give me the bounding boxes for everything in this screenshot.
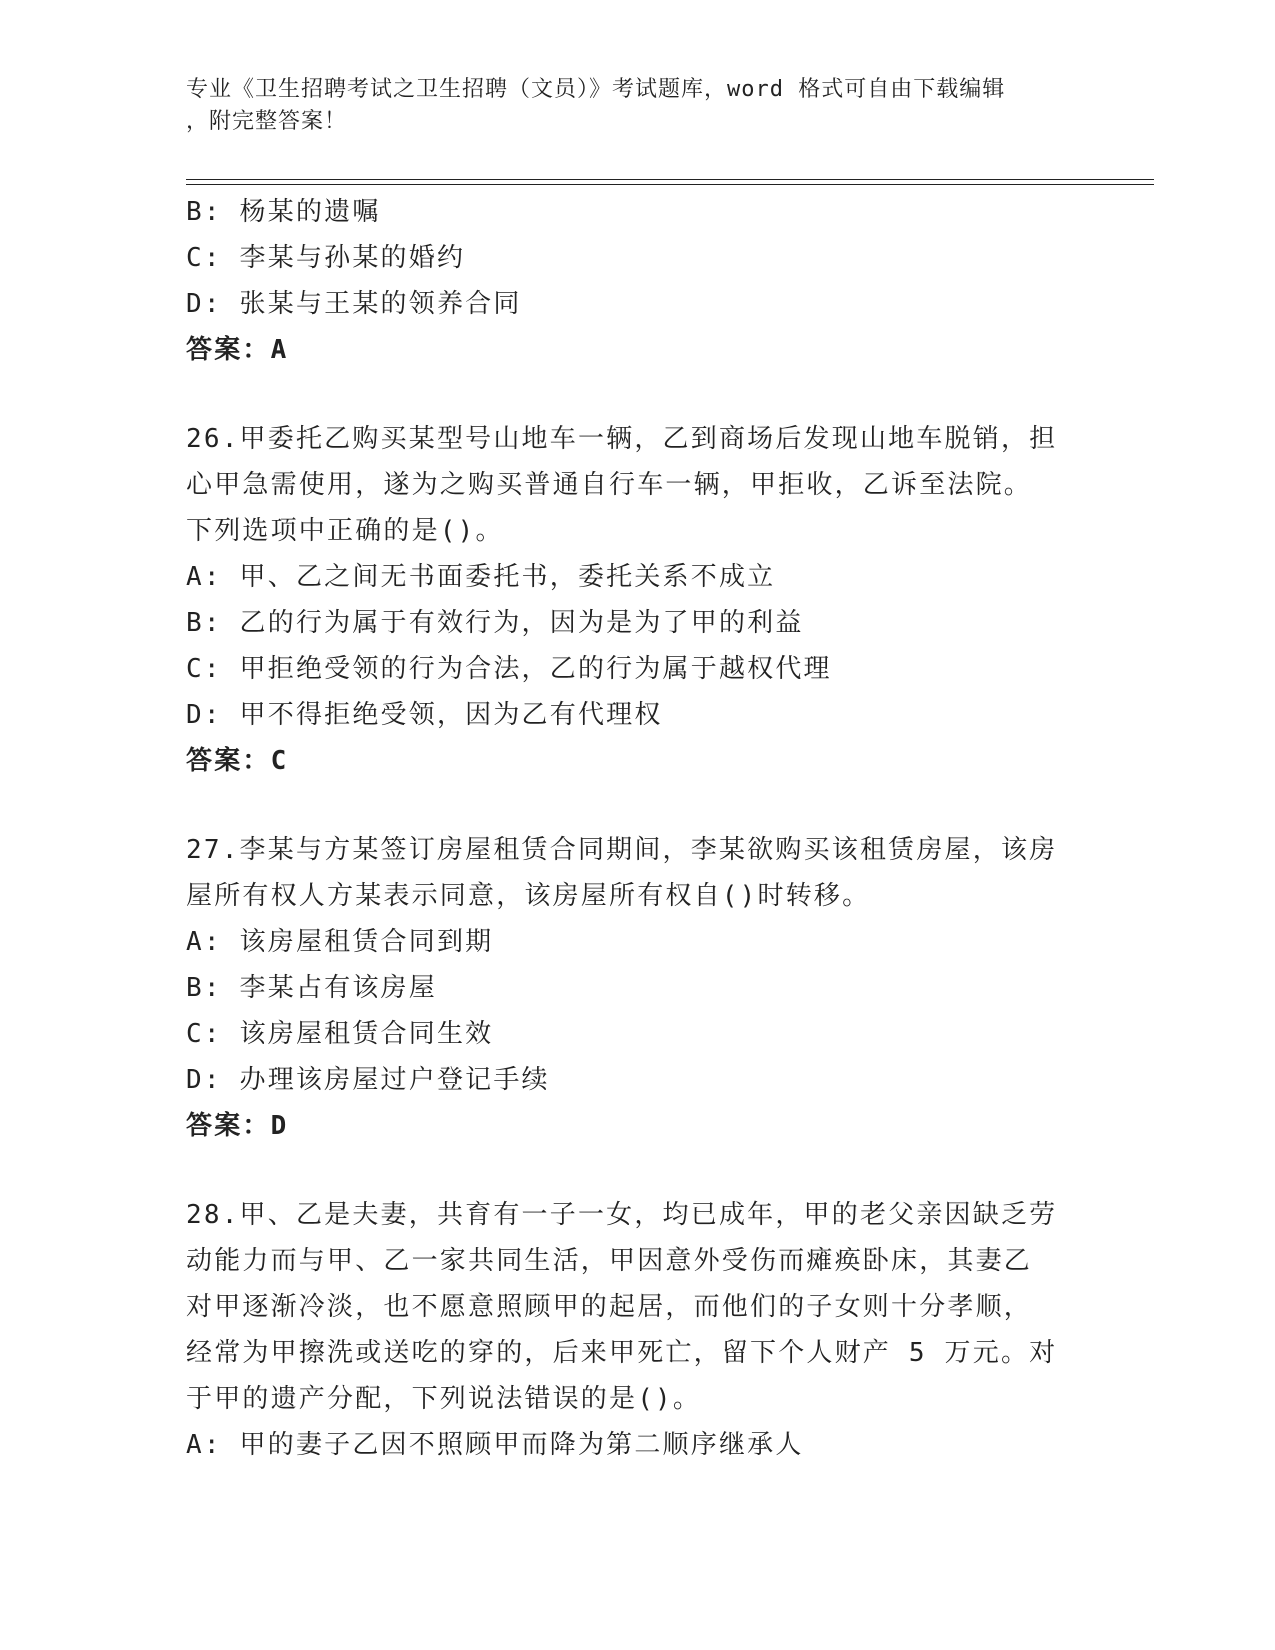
option-d: D: 张某与王某的领养合同 bbox=[186, 289, 522, 319]
question-text-line: 26.甲委托乙购买某型号山地车一辆，乙到商场后发现山地车脱销，担 bbox=[186, 424, 1058, 454]
question-text-line: 于甲的遗产分配，下列说法错误的是()。 bbox=[186, 1384, 702, 1414]
header-title-line-1: 专业《卫生招聘考试之卫生招聘（文员）》考试题库，word 格式可自由下载编辑 bbox=[186, 77, 1006, 102]
option-c: C: 甲拒绝受领的行为合法，乙的行为属于越权代理 bbox=[186, 654, 832, 684]
option-c: C: 该房屋租赁合同生效 bbox=[186, 1019, 494, 1049]
question-text bbox=[186, 1192, 1086, 1422]
question-text bbox=[186, 416, 1086, 554]
option-c: C: 李某与孙某的婚约 bbox=[186, 243, 466, 273]
question-text bbox=[186, 827, 1086, 919]
question-text-line: 经常为甲擦洗或送吃的穿的，后来甲死亡，留下个人财产 5 万元。对 bbox=[186, 1338, 1058, 1368]
option-a: A: 该房屋租赁合同到期 bbox=[186, 927, 494, 957]
answer-line: 答案：A bbox=[186, 335, 289, 365]
answer-line: 答案：D bbox=[186, 1111, 289, 1141]
option-b: B: 乙的行为属于有效行为，因为是为了甲的利益 bbox=[186, 608, 804, 638]
option-b: B: 杨某的遗嘱 bbox=[186, 197, 381, 227]
header-title-line-2: ，附完整答案！ bbox=[186, 109, 348, 134]
question-text-line: 心甲急需使用，遂为之购买普通自行车一辆，甲拒收，乙诉至法院。 bbox=[186, 470, 1033, 500]
question-text-line: 下列选项中正确的是()。 bbox=[186, 516, 504, 546]
option-a: A: 甲、乙之间无书面委托书，委托关系不成立 bbox=[186, 562, 776, 592]
question-26 bbox=[186, 416, 1086, 784]
question-text-line: 28.甲、乙是夫妻，共育有一子一女，均已成年，甲的老父亲因缺乏劳 bbox=[186, 1200, 1058, 1230]
question-25 bbox=[186, 189, 1086, 373]
header-divider-top bbox=[186, 179, 1154, 180]
option-d: D: 甲不得拒绝受领，因为乙有代理权 bbox=[186, 700, 663, 730]
question-text-line: 对甲逐渐冷淡，也不愿意照顾甲的起居，而他们的子女则十分孝顺， bbox=[186, 1292, 1033, 1322]
question-27 bbox=[186, 827, 1086, 1149]
header-divider-bottom bbox=[186, 184, 1154, 185]
question-28 bbox=[186, 1192, 1086, 1468]
question-text-line: 屋所有权人方某表示同意，该房屋所有权自()时转移。 bbox=[186, 881, 871, 911]
option-d: D: 办理该房屋过户登记手续 bbox=[186, 1065, 550, 1095]
question-text-line: 动能力而与甲、乙一家共同生活，甲因意外受伤而瘫痪卧床，其妻乙 bbox=[186, 1246, 1033, 1276]
option-a: A: 甲的妻子乙因不照顾甲而降为第二顺序继承人 bbox=[186, 1430, 804, 1460]
page-header bbox=[186, 74, 1066, 138]
answer-line: 答案：C bbox=[186, 746, 289, 776]
question-list bbox=[186, 189, 1086, 1468]
question-text-line: 27.李某与方某签订房屋租赁合同期间，李某欲购买该租赁房屋，该房 bbox=[186, 835, 1058, 865]
option-b: B: 李某占有该房屋 bbox=[186, 973, 437, 1003]
